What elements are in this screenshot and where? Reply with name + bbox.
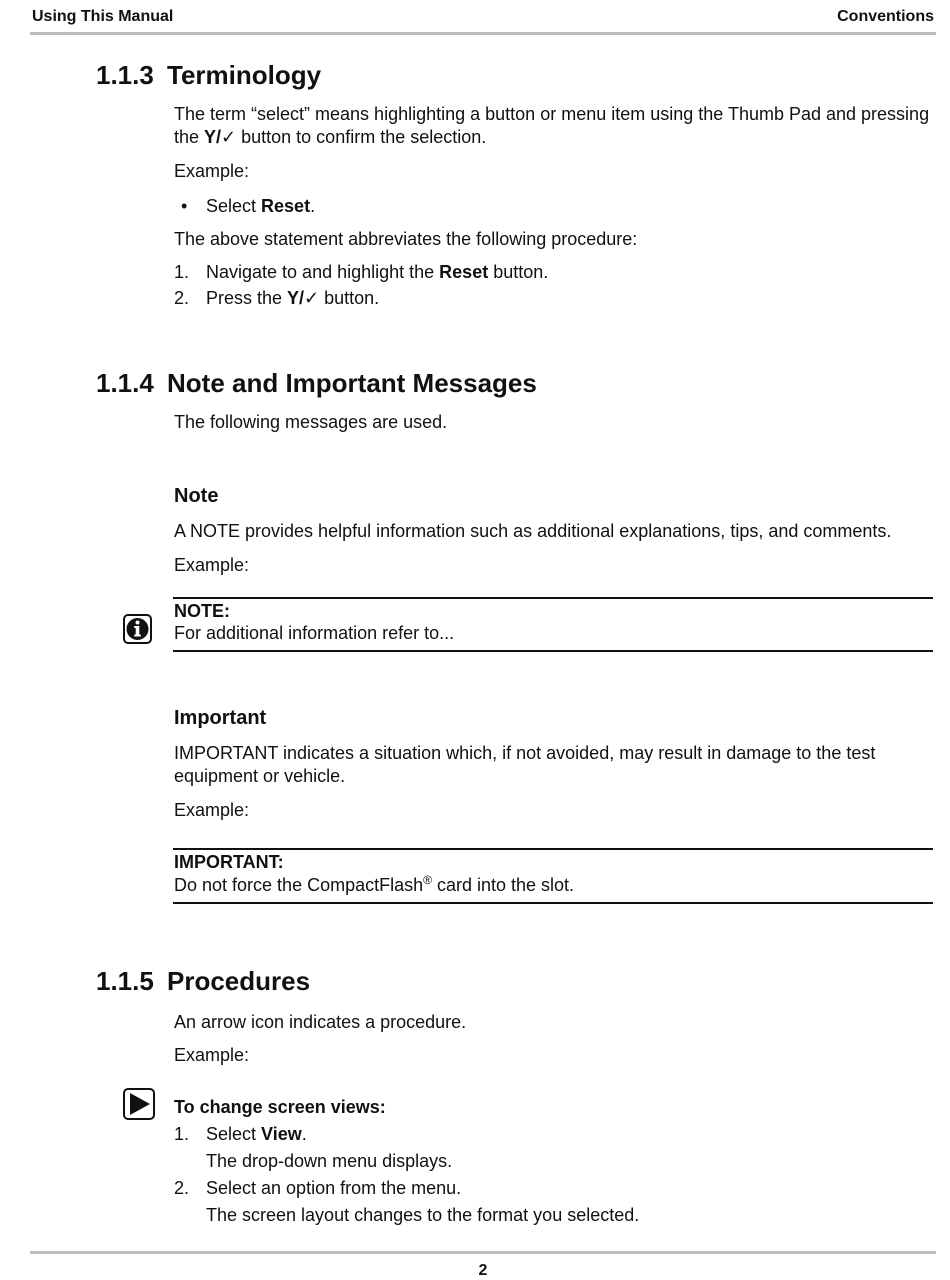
example-label: Example: [174, 555, 250, 575]
step-item [206, 1123, 926, 1146]
y-button-label: Y/✓ [204, 127, 237, 147]
step-bold: Reset [439, 262, 489, 282]
example-label: Example: [174, 161, 250, 181]
note-top-rule [173, 597, 933, 599]
step-result: The screen layout changes to the format you selected. [206, 1205, 640, 1225]
bullet-text: Select [206, 196, 262, 216]
procedure-arrow-icon [123, 1088, 155, 1120]
paragraph-text: The term “select” means highlighting a button or menu item using the Thumb Pad and pressing the [174, 104, 930, 147]
note-description: A NOTE provides helpful information such as additional explanations, tips, and comments. [174, 521, 892, 541]
step-item [206, 261, 926, 284]
bullet-item [206, 195, 926, 218]
messages-intro: The following messages are used. [174, 412, 448, 432]
example-label: Example: [174, 1045, 250, 1065]
section-title: Procedures [167, 966, 311, 996]
step-item [206, 287, 926, 310]
step-item: Select an option from the menu. [206, 1178, 462, 1198]
section-heading-messages [96, 368, 537, 399]
step-bold: Y/✓ [287, 288, 320, 308]
note-heading: Note [174, 485, 219, 507]
step-text: Press the [206, 288, 288, 308]
footer-divider [30, 1251, 936, 1254]
header-divider [30, 32, 936, 35]
bullet-icon: • [181, 196, 188, 216]
step-number: 1. [174, 1124, 190, 1144]
section-number: 1.1.4 [96, 368, 154, 398]
running-header-right: Conventions [837, 8, 934, 25]
step-bold: View [261, 1124, 302, 1144]
important-heading: Important [174, 707, 267, 729]
section-title: Note and Important Messages [167, 368, 537, 398]
note-label: NOTE: [174, 601, 230, 621]
step-text: button. [488, 262, 549, 282]
bullet-bold: Reset [261, 196, 311, 216]
paragraph-text: button to confirm the selection. [236, 127, 487, 147]
step-number: 1. [174, 262, 190, 282]
important-text-part: card into the slot. [431, 875, 575, 895]
section-number: 1.1.5 [96, 966, 154, 996]
section-title: Terminology [167, 60, 322, 90]
procedures-intro: An arrow icon indicates a procedure. [174, 1012, 467, 1032]
step-result: The drop-down menu displays. [206, 1151, 453, 1171]
important-text [174, 873, 574, 896]
important-text-part: Do not force the CompactFlash [174, 875, 424, 895]
page-number: 2 [478, 1262, 488, 1279]
example-label: Example: [174, 800, 250, 820]
step-text: Select [206, 1124, 262, 1144]
section-heading-terminology [96, 60, 321, 91]
step-text: . [301, 1124, 307, 1144]
section-heading-procedures [96, 966, 310, 997]
bullet-text: . [310, 196, 316, 216]
note-text: For additional information refer to... [174, 623, 455, 643]
important-top-rule [173, 848, 933, 850]
important-description: IMPORTANT indicates a situation which, if not avoided, may result in damage to the test equipment or vehicle. [174, 743, 876, 786]
note-bottom-rule [173, 650, 933, 652]
registered-mark: ® [423, 873, 432, 887]
important-label: IMPORTANT: [174, 852, 284, 872]
step-number: 2. [174, 288, 190, 308]
procedure-title: To change screen views: [174, 1097, 386, 1117]
procedure-intro: The above statement abbreviates the following procedure: [174, 229, 638, 249]
important-bottom-rule [173, 902, 933, 904]
info-icon [123, 614, 152, 644]
running-header-left: Using This Manual [32, 8, 174, 25]
step-number: 2. [174, 1178, 190, 1198]
terminology-paragraph [174, 103, 934, 149]
step-text: Navigate to and highlight the [206, 262, 440, 282]
step-text: button. [319, 288, 380, 308]
section-number: 1.1.3 [96, 60, 154, 90]
